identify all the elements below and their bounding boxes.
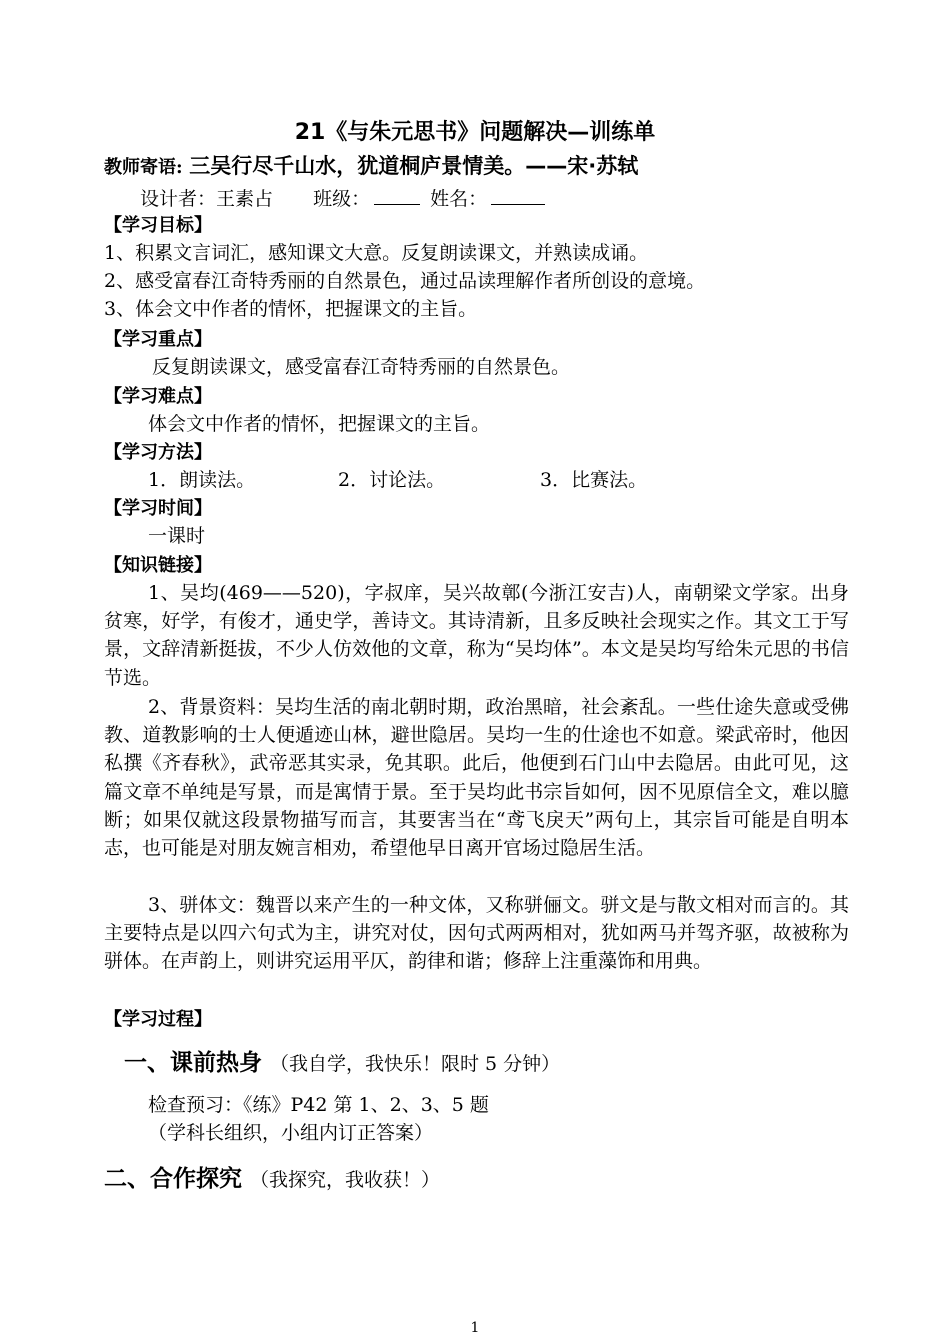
knowledge-paragraph: 2、背景资料：吴均生活的南北朝时期，政治黑暗，社会紊乱。一些仕途失意或受佛教、道教影响的士人便遁迹山林，避世隐居。吴均一生的仕途也不如意。梁武帝时，他因私撰《齐春秋》，武帝恶其实录，免其职。此后，他便到石门山中去隐居。由此可见，这篇文章不单纯是写景，而是寓情于景。至于吴均此书宗旨如何，因不见原信全文，难以臆断；如果仅就这段景物描写而言，其要害当在“鸢飞戾天”两句上，其宗旨可能是自明本志，也可能是对朋友婉言相劝，希望他早日离开官场过隐居生活。 — [104, 696, 849, 860]
part1-line: 检查预习：《练》P42 第 1、2、3、5 题 — [148, 1094, 489, 1116]
page-title: 21《与朱元思书》问题解决—训练单 — [294, 120, 656, 145]
designer-info — [140, 185, 549, 213]
part2-title: 二、合作探究 — [104, 1166, 242, 1192]
section-difficulty: 【学习难点】 — [104, 386, 212, 407]
method-item: 3．比赛法。 — [540, 469, 648, 491]
time-text: 一课时 — [148, 525, 206, 547]
designer-label: 设计者：王素占 — [140, 188, 274, 210]
goal-item: 3、体会文中作者的情怀，把握课文的主旨。 — [104, 298, 478, 320]
section-knowledge: 【知识链接】 — [104, 555, 212, 576]
method-list — [148, 466, 647, 494]
part1-note: （我自学，我快乐！限时 5 分钟） — [270, 1053, 561, 1075]
goal-item: 2、感受富春江奇特秀丽的自然景色，通过品读理解作者所创设的意境。 — [104, 270, 706, 292]
name-blank[interactable] — [491, 186, 545, 205]
section-key: 【学习重点】 — [104, 329, 212, 350]
class-blank[interactable] — [374, 186, 420, 205]
class-label: 班级： — [313, 188, 371, 210]
part2-note: （我探究，我收获！） — [250, 1169, 441, 1191]
part1-heading — [124, 1046, 560, 1081]
section-process: 【学习过程】 — [104, 1009, 212, 1030]
part1-line: （学科长组织，小组内订正答案） — [148, 1122, 434, 1144]
method-item: 1．朗读法。 — [148, 469, 256, 491]
section-time: 【学习时间】 — [104, 498, 212, 519]
knowledge-paragraph: 1、吴均(469——520)，字叔庠，吴兴故鄣(今浙江安吉)人，南朝梁文学家。出身贫寒，好学，有俊才，通史学，善诗文。其诗清新，且多反映社会现实之作。其文工于写景，文辞清新挺拔，不少人仿效他的文章，称为“吴均体”。本文是吴均写给朱元思的书信节选。 — [104, 582, 849, 689]
difficulty-text: 体会文中作者的情怀，把握课文的主旨。 — [148, 413, 491, 435]
knowledge-paragraph: 3、骈体文：魏晋以来产生的一种文体，又称骈俪文。骈文是与散文相对而言的。其主要特点是以四六句式为主，讲究对仗，因句式两两相对，犹如两马并驾齐驱，故被称为骈体。在声韵上，则讲究运用平仄，韵律和谐；修辞上注重藻饰和用典。 — [104, 894, 849, 973]
section-goals: 【学习目标】 — [104, 215, 212, 236]
name-label: 姓名： — [430, 188, 488, 210]
method-item: 2．讨论法。 — [338, 469, 446, 491]
teacher-motto — [104, 152, 638, 182]
goal-item: 1、积累文言词汇，感知课文大意。反复朗读课文，并熟读成诵。 — [104, 242, 649, 264]
motto-label: 教师寄语: — [104, 157, 183, 178]
part1-title: 一、课前热身 — [124, 1050, 262, 1076]
section-method: 【学习方法】 — [104, 442, 212, 463]
page-number: 1 — [470, 1320, 480, 1336]
part2-heading — [104, 1162, 440, 1197]
motto-text: 三吴行尽千山水，犹道桐庐景情美。——宋·苏轼 — [189, 154, 639, 178]
key-text: 反复朗读课文，感受富春江奇特秀丽的自然景色。 — [152, 356, 571, 378]
